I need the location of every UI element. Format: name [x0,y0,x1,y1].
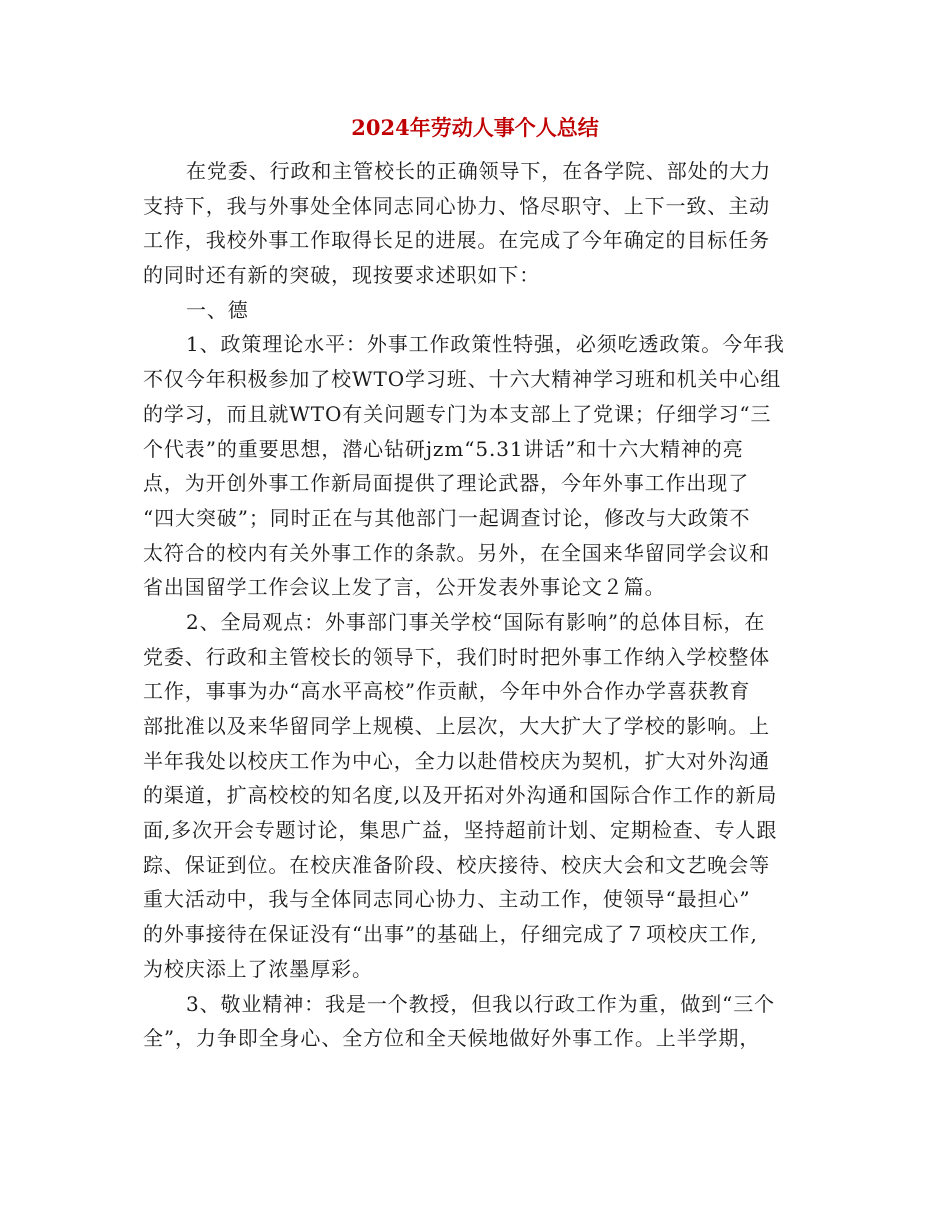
paragraph-line: 半年我处以校庆工作为中心，全力以赴借校庆为契机，扩大对外沟通 [143,748,770,773]
paragraph-line: 1、政策理论水平：外事工作政策性特强，必须吃透政策。今年我 [186,332,785,357]
paragraph-line: 2、全局观点：外事部门事关学校“国际有影响”的总体目标，在 [186,609,766,634]
paragraph-line: 的学习，而且就WTO有关问题专门为本支部上了党课；仔细学习“三 [143,401,772,426]
paragraph-line: 在党委、行政和主管校长的正确领导下，在各学院、部处的大力 [186,159,772,183]
paragraph-line: 工作，我校外事工作取得长足的进展。在完成了今年确定的目标任务 [143,228,770,253]
paragraph-line: 个代表”的重要思想，潜心钻研jzm“5.31讲话”和十六大精神的亮 [143,436,744,461]
paragraph-line: 的渠道，扩高校校的知名度,以及开拓对外沟通和国际合作工作的新局 [143,783,778,808]
paragraph-line: 的外事接待在保证没有“出事”的基础上，仔细完成了７项校庆工作, [143,922,758,947]
paragraph-line: 太符合的校内有关外事工作的条款。另外，在全国来华留同学会议和 [143,540,770,565]
paragraph-line: 部批准以及来华留同学上规模、上层次，大大扩大了学校的影响。上 [143,714,770,738]
paragraph-line: 的同时还有新的突破，现按要求述职如下： [143,263,541,288]
paragraph-line: 3、敬业精神：我是一个教授，但我以行政工作为重，做到“三个 [186,991,776,1016]
paragraph-line: 为校庆添上了浓墨厚彩。 [143,956,373,981]
paragraph-line: 全”，力争即全身心、全方位和全天候地做好外事工作。上半学期， [143,1026,761,1051]
document-title: 2024年劳动人事个人总结 [351,115,599,140]
paragraph-line: 党委、行政和主管校长的领导下，我们时时把外事工作纳入学校整体 [143,644,770,669]
paragraph-line: 支持下，我与外事处全体同志同心协力、恪尽职守、上下一致、主动 [143,193,770,218]
document-body [143,154,807,1056]
paragraph-line: 不仅今年积极参加了校WTO学习班、十六大精神学习班和机关中心组 [143,367,782,392]
paragraph-line: 点，为开创外事工作新局面提供了理论武器，今年外事工作出现了 [143,471,750,496]
paragraph-line: “四大突破”；同时正在与其他部门一起调查讨论，修改与大政策不 [143,505,751,530]
section-heading: 一、德 [186,297,249,322]
paragraph-line: 踪、保证到位。在校庆准备阶段、校庆接待、校庆大会和文艺晚会等 [143,852,770,877]
paragraph-line: 省出国留学工作会议上发了言，公开发表外事论文２篇。 [143,575,666,600]
paragraph-line: 工作，事事为办“高水平高校”作贡献，今年中外合作办学喜获教育 [143,679,751,704]
paragraph-line: 面,多次开会专题讨论，集思广益，坚持超前计划、定期检查、专人跟 [143,818,778,843]
paragraph-line: 重大活动中，我与全体同志同心协力、主动工作，使领导“最担心” [143,887,751,912]
